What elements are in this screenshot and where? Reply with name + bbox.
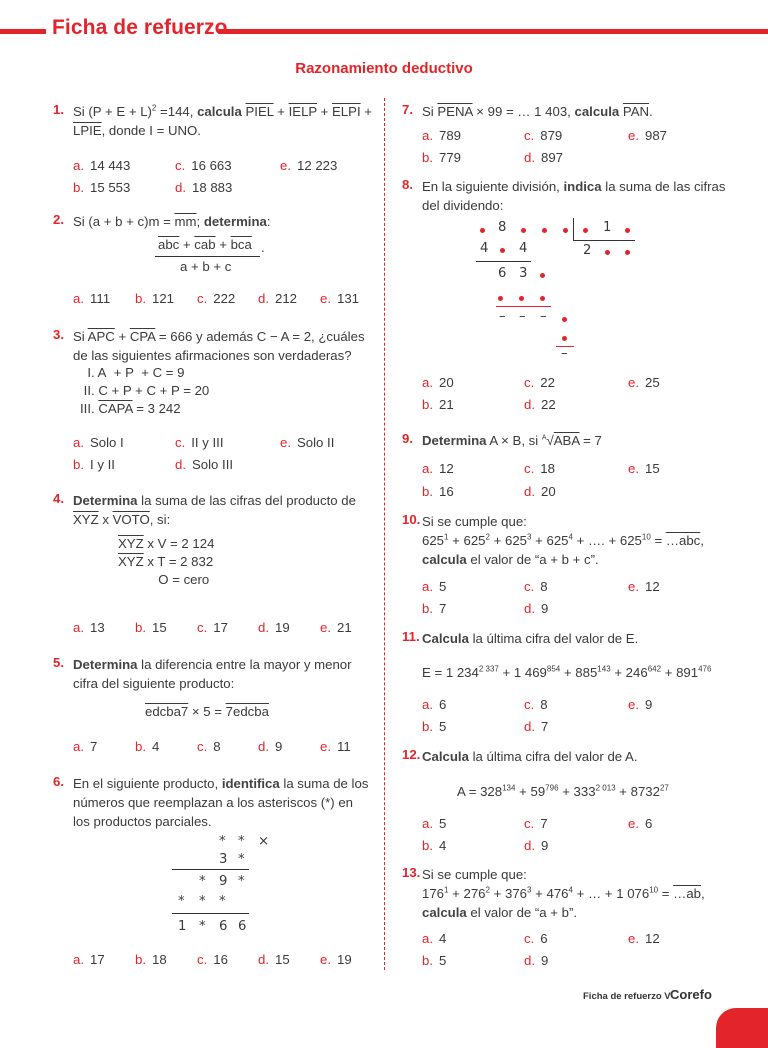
q5-option-c[interactable]: c. 8	[197, 739, 221, 754]
q10-option-d[interactable]: d. 9	[524, 601, 549, 616]
question-6-text: En el siguiente producto, identifica la suma de los números que reemplazan a los asteriscos (*) en los productos parciales.	[73, 776, 369, 829]
q2-option-c[interactable]: c. 222	[197, 291, 236, 306]
q9-option-c[interactable]: c. 18	[524, 461, 555, 476]
q13-option-c[interactable]: c. 6	[524, 931, 548, 946]
q12-option-c[interactable]: c. 7	[524, 816, 548, 831]
q5-option-d[interactable]: d. 9	[258, 739, 283, 754]
q4-option-b[interactable]: b. 15	[135, 620, 167, 635]
q7-option-d[interactable]: d. 897	[524, 150, 564, 165]
q2-option-d[interactable]: d. 212	[258, 291, 298, 306]
q13-option-d[interactable]: d. 9	[524, 953, 549, 968]
q13-option-b[interactable]: b. 5	[422, 953, 447, 968]
q11-option-b[interactable]: b. 5	[422, 719, 447, 734]
q5-option-a[interactable]: a. 7	[73, 739, 98, 754]
question-7-text: Si PENA × 99 = … 1 403, calcula $\overline{PAN}$.	[422, 104, 653, 119]
q1-option-a[interactable]: a. 14 443	[73, 158, 131, 173]
question-4-text: Determina la suma de las cifras del producto de $\overline{XYZ}$ x VOTO, si:	[73, 493, 356, 527]
q4-option-a[interactable]: a. 13	[73, 620, 105, 635]
q3-statements: I. A + P + C = 9 II. C + P + C + P = 20 III. CAPA = 3 242	[80, 365, 210, 416]
q4-option-c[interactable]: c. 17	[197, 620, 228, 635]
question-10-text: Si se cumple que: $625^1 + 625^2 + 625^3 + 625^4$ + …. + $625^{10}$ = …abc, calcula el valor de “a + b + c”.	[422, 514, 704, 567]
q9-option-e[interactable]: e. 15	[628, 461, 660, 476]
question-9-text: Determina A × B, si $^A$√ABA = 7	[422, 433, 602, 448]
question-2-text: Si $(a + b + c)m = \overline{mm}$; determina:	[73, 214, 271, 229]
q10-option-e[interactable]: e. 12	[628, 579, 660, 594]
q2-fraction-line	[155, 256, 260, 257]
q11-option-c[interactable]: c. 8	[524, 697, 548, 712]
q3-option-b[interactable]: b. I y II	[73, 457, 115, 472]
section-title: Razonamiento deductivo	[295, 60, 473, 77]
q11-option-e[interactable]: e. 9	[628, 697, 653, 712]
q5-option-b[interactable]: b. 4	[135, 739, 160, 754]
q9-option-b[interactable]: b. 16	[422, 484, 454, 499]
question-3-text: Si $\overline{APC} + \overline{CPA} = 666$ y además C − A = 2, ¿cuáles de las siguientes afirmaciones son verdaderas?	[73, 329, 365, 363]
q12-option-b[interactable]: b. 4	[422, 838, 447, 853]
q12-option-a[interactable]: a. 5	[422, 816, 447, 831]
q6-option-b[interactable]: b. 18	[135, 952, 167, 967]
q5-option-e[interactable]: e. 11	[320, 739, 351, 754]
q2-denominator: a + b + c	[180, 259, 232, 274]
page-title: Ficha de refuerzo	[52, 16, 228, 39]
q12-option-e[interactable]: e. 6	[628, 816, 653, 831]
q11-option-a[interactable]: a. 6	[422, 697, 447, 712]
q8-option-b[interactable]: b. 21	[422, 397, 454, 412]
q3-option-d[interactable]: d. Solo III	[175, 457, 234, 472]
q3-option-c[interactable]: c. II y III	[175, 435, 224, 450]
q10-option-c[interactable]: c. 8	[524, 579, 548, 594]
q7-option-c[interactable]: c. 879	[524, 128, 563, 143]
question-5-text: Determina la diferencia entre la mayor y menor cifra del siguiente producto:	[73, 657, 352, 691]
corner-decoration	[716, 1008, 768, 1048]
q13-option-a[interactable]: a. 4	[422, 931, 447, 946]
header-bar-right	[218, 29, 768, 34]
question-11-text: Calcula la última cifra del valor de E.	[422, 631, 639, 646]
q10-option-a[interactable]: a. 5	[422, 579, 447, 594]
q4-conditions: $\overline{XYZ}$ x V = 2 124 $\overline{XYZ}$ x T = 2 832 O = cero	[118, 536, 215, 587]
q2-option-b[interactable]: b. 121	[135, 291, 175, 306]
q3-option-e[interactable]: e. Solo II	[280, 435, 335, 450]
question-8-text: En la siguiente división, indica la suma de las cifras del dividendo:	[422, 179, 726, 213]
q1-option-c[interactable]: c. 16 663	[175, 158, 232, 173]
question-1-text: Si $(P + E + L)^2 =144$, calcula PIEL + IELP + ELPI + LPIE, donde I = UNO.	[73, 103, 372, 138]
q5-equation: edcba7 × 5 = 7edcba	[145, 704, 269, 719]
q1-option-e[interactable]: e. 12 223	[280, 158, 338, 173]
q8-option-d[interactable]: d. 22	[524, 397, 556, 412]
q11-option-d[interactable]: d. 7	[524, 719, 549, 734]
q8-option-c[interactable]: c. 22	[524, 375, 555, 390]
q6-option-c[interactable]: c. 16	[197, 952, 228, 967]
q4-option-e[interactable]: e. 21	[320, 620, 352, 635]
q7-option-b[interactable]: b. 779	[422, 150, 462, 165]
q13-option-e[interactable]: e. 12	[628, 931, 660, 946]
column-divider	[384, 98, 385, 970]
q9-option-a[interactable]: a. 12	[422, 461, 454, 476]
footer-logo: Corefo	[670, 987, 712, 1002]
q12-expression: $A = 328^{134} + 59^{796} + 333^{2 013} + 8732^{27}$	[457, 783, 669, 799]
q7-option-a[interactable]: a. 789	[422, 128, 462, 143]
q12-option-d[interactable]: d. 9	[524, 838, 549, 853]
q2-option-a[interactable]: a. 111	[73, 291, 111, 306]
q8-option-a[interactable]: a. 20	[422, 375, 454, 390]
q6-option-e[interactable]: e. 19	[320, 952, 352, 967]
q1-option-d[interactable]: d. 18 883	[175, 180, 233, 195]
q7-option-e[interactable]: e. 987	[628, 128, 668, 143]
q10-option-b[interactable]: b. 7	[422, 601, 447, 616]
q8-option-e[interactable]: e. 25	[628, 375, 660, 390]
header-bar-left	[0, 29, 46, 34]
q6-option-d[interactable]: d. 15	[258, 952, 290, 967]
q11-expression: E = 1 $234^{2 337} + 1$ $469^{854} + 885^{143} + 246^{642} + 891^{476}$	[422, 664, 712, 680]
footer-text: Ficha de refuerzo V	[583, 991, 671, 1002]
q4-option-d[interactable]: d. 19	[258, 620, 290, 635]
q6-option-a[interactable]: a. 17	[73, 952, 105, 967]
question-12-text: Calcula la última cifra del valor de A.	[422, 749, 638, 764]
q1-option-b[interactable]: b. 15 553	[73, 180, 131, 195]
question-13-text: Si se cumple que: $176^1 + 276^2 + 376^3 + 476^4$ + … + 1 $076^{10}$ = …ab, calcula el valor de “a + b”.	[422, 867, 705, 920]
q9-option-d[interactable]: d. 20	[524, 484, 556, 499]
q2-option-e[interactable]: e. 131	[320, 291, 360, 306]
q2-numerator: $\overline{abc} + \overline{cab} + \overline{bca}$	[158, 237, 252, 252]
q3-option-a[interactable]: a. Solo I	[73, 435, 124, 450]
